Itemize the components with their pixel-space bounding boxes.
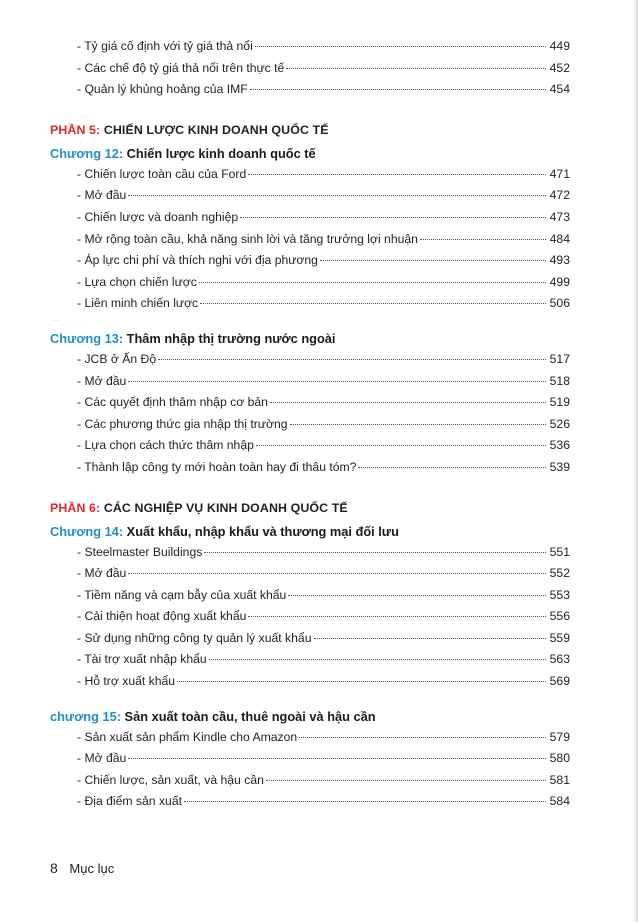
toc-entry-title: - Sản xuất sản phẩm Kindle cho Amazon bbox=[77, 729, 298, 744]
dot-leader bbox=[128, 194, 546, 196]
dot-leader bbox=[256, 444, 546, 446]
dot-leader bbox=[266, 779, 546, 781]
dot-leader bbox=[320, 259, 546, 261]
toc-entry-page: 484 bbox=[549, 231, 570, 246]
chapter-14-title: Xuất khẩu, nhập khẩu và thương mại đối lưu bbox=[126, 523, 399, 539]
chapter-14-heading bbox=[50, 523, 570, 541]
page-edge-shadow bbox=[634, 0, 638, 922]
toc-entry-page: 472 bbox=[549, 188, 570, 203]
toc-entry-page: 553 bbox=[549, 587, 570, 602]
toc-entry-page: 569 bbox=[549, 674, 570, 689]
toc-entry-page: 471 bbox=[549, 166, 570, 181]
toc-entry bbox=[77, 349, 570, 371]
chapter-12-entries bbox=[50, 164, 570, 315]
table-of-contents bbox=[50, 36, 570, 813]
toc-entry-title: - Áp lực chi phí và thích nghi với địa phương bbox=[77, 253, 318, 268]
toc-entry bbox=[77, 649, 570, 671]
toc-entry-title: - Steelmaster Buildings bbox=[77, 544, 203, 559]
toc-entry bbox=[77, 671, 570, 693]
toc-entry bbox=[77, 229, 570, 251]
toc-entry-title: - Tiềm năng và cạm bẫy của xuất khẩu bbox=[77, 587, 287, 602]
toc-entry-title: - Các phương thức gia nhập thị trường bbox=[77, 416, 288, 431]
part-6-label: PHẦN 6: bbox=[50, 500, 101, 515]
toc-entry bbox=[77, 79, 570, 101]
dot-leader bbox=[248, 173, 546, 175]
footer-label: Mục lục bbox=[69, 861, 115, 876]
toc-entry-page: 452 bbox=[549, 60, 570, 75]
chapter-14-entries bbox=[50, 542, 570, 693]
chapter-14-label: Chương 14: bbox=[50, 523, 124, 539]
chapter-15-title: Sản xuất toàn cầu, thuê ngoài và hậu cần bbox=[124, 708, 376, 724]
dot-leader bbox=[128, 572, 546, 574]
chapter-15-heading bbox=[50, 708, 570, 726]
dot-leader bbox=[199, 281, 546, 283]
toc-entry bbox=[77, 371, 570, 393]
page-footer bbox=[50, 860, 114, 876]
dot-leader bbox=[209, 658, 546, 660]
toc-entry-page: 556 bbox=[549, 609, 570, 624]
chapter-12-title: Chiến lược kinh doanh quốc tế bbox=[126, 145, 316, 161]
part-6-heading bbox=[50, 499, 570, 517]
toc-entry-title: - Quản lý khủng hoảng của IMF bbox=[77, 82, 248, 97]
toc-entry bbox=[77, 585, 570, 607]
toc-entry bbox=[77, 250, 570, 272]
toc-entry-title: - Chiến lược toàn cầu của Ford bbox=[77, 166, 247, 181]
chapter-13-heading bbox=[50, 330, 570, 348]
dot-leader bbox=[288, 594, 546, 596]
dot-leader bbox=[314, 637, 547, 639]
dot-leader bbox=[204, 551, 546, 553]
toc-entry bbox=[77, 457, 570, 479]
toc-entry bbox=[77, 770, 570, 792]
toc-entry-title: - Thành lập công ty mới hoàn toàn hay đi thâu tóm? bbox=[77, 459, 357, 474]
toc-entry-title: - Mở đầu bbox=[77, 373, 127, 388]
dot-leader bbox=[255, 45, 546, 47]
chapter-13-entries bbox=[50, 349, 570, 479]
toc-entry-page: 579 bbox=[549, 729, 570, 744]
dot-leader bbox=[299, 736, 546, 738]
toc-entry-page: 518 bbox=[549, 373, 570, 388]
dot-leader bbox=[250, 88, 546, 90]
chapter-13-title: Thâm nhập thị trường nước ngoài bbox=[126, 330, 336, 346]
toc-entry-page: 559 bbox=[549, 630, 570, 645]
toc-entry-title: - JCB ở Ấn Độ bbox=[77, 351, 157, 366]
toc-entry-title: - Địa điểm sản xuất bbox=[77, 794, 182, 809]
toc-entry-page: 584 bbox=[549, 794, 570, 809]
toc-entry-page: 580 bbox=[549, 751, 570, 766]
toc-entry bbox=[77, 563, 570, 585]
toc-entry-title: - Mở đầu bbox=[77, 566, 127, 581]
toc-entry-title: - Mở đầu bbox=[77, 188, 127, 203]
part-5-label: PHẦN 5: bbox=[50, 122, 101, 137]
dot-leader bbox=[270, 401, 546, 403]
toc-entry-title: - Hỗ trợ xuất khẩu bbox=[77, 674, 176, 689]
toc-entry-title: - Các quyết định thâm nhập cơ bản bbox=[77, 395, 268, 410]
dot-leader bbox=[158, 358, 546, 360]
toc-entry-title: - Tài trợ xuất nhập khẩu bbox=[77, 652, 207, 667]
toc-entry bbox=[77, 542, 570, 564]
toc-entry-page: 454 bbox=[549, 82, 570, 97]
top-entries-list bbox=[50, 36, 570, 101]
toc-entry-page: 563 bbox=[549, 652, 570, 667]
dot-leader bbox=[290, 423, 546, 425]
footer-page-number: 8 bbox=[50, 860, 58, 876]
toc-entry bbox=[77, 727, 570, 749]
toc-entry-page: 517 bbox=[549, 351, 570, 366]
toc-entry bbox=[77, 293, 570, 315]
toc-entry bbox=[77, 207, 570, 229]
toc-entry bbox=[77, 414, 570, 436]
toc-entry-page: 539 bbox=[549, 459, 570, 474]
toc-entry-page: 519 bbox=[549, 395, 570, 410]
toc-entry bbox=[77, 185, 570, 207]
part-6-title: CÁC NGHIỆP VỤ KINH DOANH QUỐC TẾ bbox=[103, 500, 348, 515]
toc-entry-title: - Chiến lược, sản xuất, và hậu cần bbox=[77, 772, 264, 787]
dot-leader bbox=[286, 67, 546, 69]
toc-entry bbox=[77, 272, 570, 294]
dot-leader bbox=[128, 757, 546, 759]
toc-entry bbox=[77, 791, 570, 813]
toc-entry-title: - Các chế độ tỷ giá thả nổi trên thực tế bbox=[77, 60, 285, 75]
toc-entry-page: 499 bbox=[549, 274, 570, 289]
toc-entry-title: - Tỷ giá cố định với tỷ giá thả nổi bbox=[77, 39, 253, 53]
toc-entry bbox=[77, 36, 570, 58]
toc-entry-title: - Mở rộng toàn cầu, khả năng sinh lời và tăng trưởng lợi nhuận bbox=[77, 231, 418, 246]
toc-entry-page: 449 bbox=[549, 39, 570, 53]
toc-entry-page: 526 bbox=[549, 416, 570, 431]
toc-entry-title: - Chiến lược và doanh nghiệp bbox=[77, 209, 239, 224]
toc-entry-page: 493 bbox=[549, 253, 570, 268]
toc-entry bbox=[77, 392, 570, 414]
toc-entry-page: 581 bbox=[549, 772, 570, 787]
toc-entry-title: - Lựa chọn cách thức thâm nhập bbox=[77, 438, 254, 453]
dot-leader bbox=[358, 466, 546, 468]
chapter-13-label: Chương 13: bbox=[50, 330, 124, 346]
toc-entry-page: 552 bbox=[549, 566, 570, 581]
chapter-15-label: chương 15: bbox=[50, 708, 121, 724]
dot-leader bbox=[184, 800, 546, 802]
toc-entry bbox=[77, 606, 570, 628]
toc-entry-title: - Cải thiện hoạt động xuất khẩu bbox=[77, 609, 247, 624]
dot-leader bbox=[200, 302, 546, 304]
dot-leader bbox=[420, 238, 546, 240]
toc-entry-page: 536 bbox=[549, 438, 570, 453]
chapter-12-heading bbox=[50, 145, 570, 163]
dot-leader bbox=[128, 380, 546, 382]
toc-entry bbox=[77, 748, 570, 770]
toc-entry-title: - Sử dụng những công ty quản lý xuất khẩu bbox=[77, 630, 312, 645]
toc-entry bbox=[77, 628, 570, 650]
part-5-title: CHIẾN LƯỢC KINH DOANH QUỐC TẾ bbox=[103, 122, 329, 137]
dot-leader bbox=[177, 680, 546, 682]
dot-leader bbox=[240, 216, 546, 218]
toc-entry-title: - Liên minh chiến lược bbox=[77, 296, 199, 311]
toc-entry-page: 473 bbox=[549, 209, 570, 224]
toc-entry bbox=[77, 435, 570, 457]
dot-leader bbox=[248, 615, 546, 617]
toc-entry-page: 551 bbox=[549, 544, 570, 559]
chapter-12-label: Chương 12: bbox=[50, 145, 124, 161]
toc-entry bbox=[77, 58, 570, 80]
toc-entry-page: 506 bbox=[549, 296, 570, 311]
chapter-15-entries bbox=[50, 727, 570, 813]
toc-entry-title: - Lựa chọn chiến lược bbox=[77, 274, 197, 289]
part-5-heading bbox=[50, 121, 570, 139]
toc-entry-title: - Mở đầu bbox=[77, 751, 127, 766]
toc-entry bbox=[77, 164, 570, 186]
